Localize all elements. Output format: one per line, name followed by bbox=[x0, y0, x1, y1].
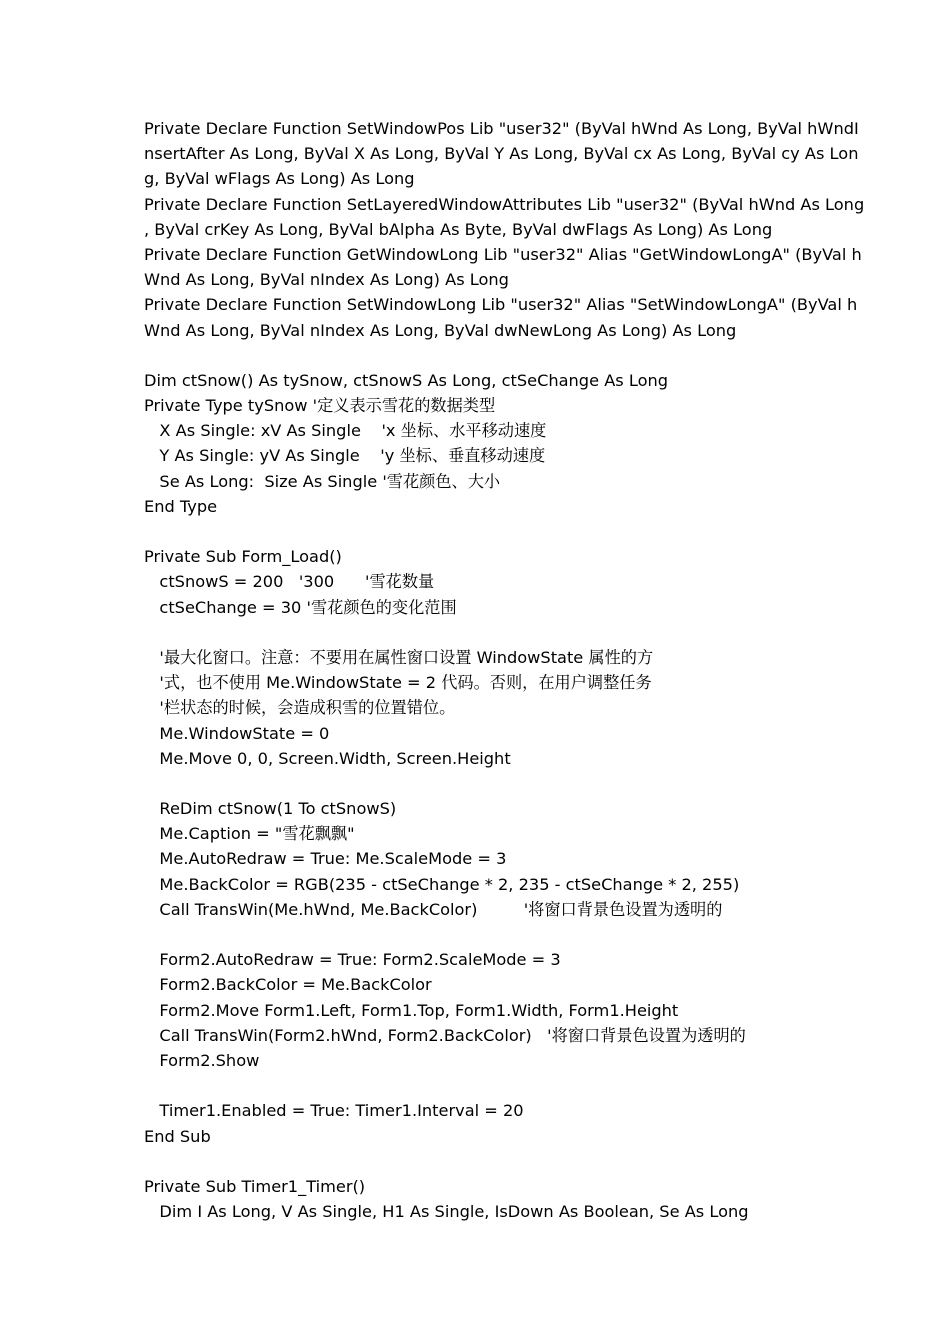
code-line: Form2.AutoRedraw = True: Form2.ScaleMode = 3 bbox=[144, 950, 561, 970]
code-line: Se As Long: Size As Single '雪花颜色、大小 bbox=[144, 471, 501, 491]
code-line: Wnd As Long, ByVal nIndex As Long, ByVal dwNewLong As Long) As Long bbox=[144, 320, 737, 340]
code-line: Private Type tySnow '定义表示雪花的数据类型 bbox=[144, 396, 496, 416]
code-line: Wnd As Long, ByVal nIndex As Long) As Long bbox=[144, 270, 509, 290]
code-line: Me.AutoRedraw = True: Me.ScaleMode = 3 bbox=[144, 849, 507, 869]
blank-line bbox=[144, 1149, 814, 1174]
code-line: Private Declare Function SetWindowLong Lib "user32" Alias "SetWindowLongA" (ByVal h bbox=[144, 295, 858, 315]
code-line: ctSeChange = 30 '雪花颜色的变化范围 bbox=[144, 597, 457, 617]
code-line: nsertAfter As Long, ByVal X As Long, ByVal Y As Long, ByVal cx As Long, ByVal cy As Lon bbox=[144, 144, 859, 164]
code-line: ReDim ctSnow(1 To ctSnowS) bbox=[144, 799, 397, 819]
code-line: Call TransWin(Form2.hWnd, Form2.BackColor) '将窗口背景色设置为透明的 bbox=[144, 1025, 746, 1045]
code-line: , ByVal crKey As Long, ByVal bAlpha As Byte, ByVal dwFlags As Long) As Long bbox=[144, 219, 773, 239]
code-line: Private Declare Function SetWindowPos Lib "user32" (ByVal hWnd As Long, ByVal hWndI bbox=[144, 119, 859, 138]
code-line: Form2.Move Form1.Left, Form1.Top, Form1.Width, Form1.Height bbox=[144, 1000, 679, 1020]
code-line: Me.BackColor = RGB(235 - ctSeChange * 2, 235 - ctSeChange * 2, 255) bbox=[144, 874, 740, 894]
code-line: Me.Move 0, 0, Screen.Width, Screen.Height bbox=[144, 748, 511, 768]
code-line: Private Declare Function GetWindowLong Lib "user32" Alias "GetWindowLongA" (ByVal h bbox=[144, 244, 862, 264]
code-line: Me.Caption = "雪花飘飘" bbox=[144, 824, 355, 844]
code-line: Timer1.Enabled = True: Timer1.Interval = 20 bbox=[144, 1101, 524, 1121]
code-line: Dim I As Long, V As Single, H1 As Single, IsDown As Boolean, Se As Long bbox=[144, 1202, 749, 1222]
code-line: '栏状态的时候，会造成积雪的位置错位。 bbox=[144, 698, 456, 718]
code-line: End Type bbox=[144, 496, 218, 516]
code-line: g, ByVal wFlags As Long) As Long bbox=[144, 169, 415, 189]
code-line: Call TransWin(Me.hWnd, Me.BackColor) '将窗口背景色设置为透明的 bbox=[144, 899, 723, 919]
code-line: Private Sub Timer1_Timer() bbox=[144, 1176, 366, 1196]
code-line: Dim ctSnow() As tySnow, ctSnowS As Long, ctSeChange As Long bbox=[144, 370, 669, 390]
blank-line bbox=[144, 519, 814, 544]
blank-line bbox=[144, 771, 814, 796]
code-line: ctSnowS = 200 '300 '雪花数量 bbox=[144, 572, 435, 592]
code-listing bbox=[144, 116, 865, 1224]
code-line: X As Single: xV As Single 'x 坐标、水平移动速度 bbox=[144, 421, 547, 441]
blank-line bbox=[144, 343, 814, 368]
code-line: '最大化窗口。注意：不要用在属性窗口设置 WindowState 属性的方 bbox=[144, 647, 654, 667]
blank-line bbox=[144, 922, 814, 947]
code-line: Y As Single: yV As Single 'y 坐标、垂直移动速度 bbox=[144, 446, 546, 466]
code-line: Form2.BackColor = Me.BackColor bbox=[144, 975, 432, 995]
code-line: Me.WindowState = 0 bbox=[144, 723, 330, 743]
code-line: Private Declare Function SetLayeredWindowAttributes Lib "user32" (ByVal hWnd As Long bbox=[144, 194, 865, 214]
code-line: '式，也不使用 Me.WindowState = 2 代码。否则，在用户调整任务 bbox=[144, 673, 652, 693]
code-line: Form2.Show bbox=[144, 1050, 260, 1070]
blank-line bbox=[144, 620, 814, 645]
blank-line bbox=[144, 1073, 814, 1098]
code-line: Private Sub Form_Load() bbox=[144, 547, 342, 567]
code-line: End Sub bbox=[144, 1126, 211, 1146]
